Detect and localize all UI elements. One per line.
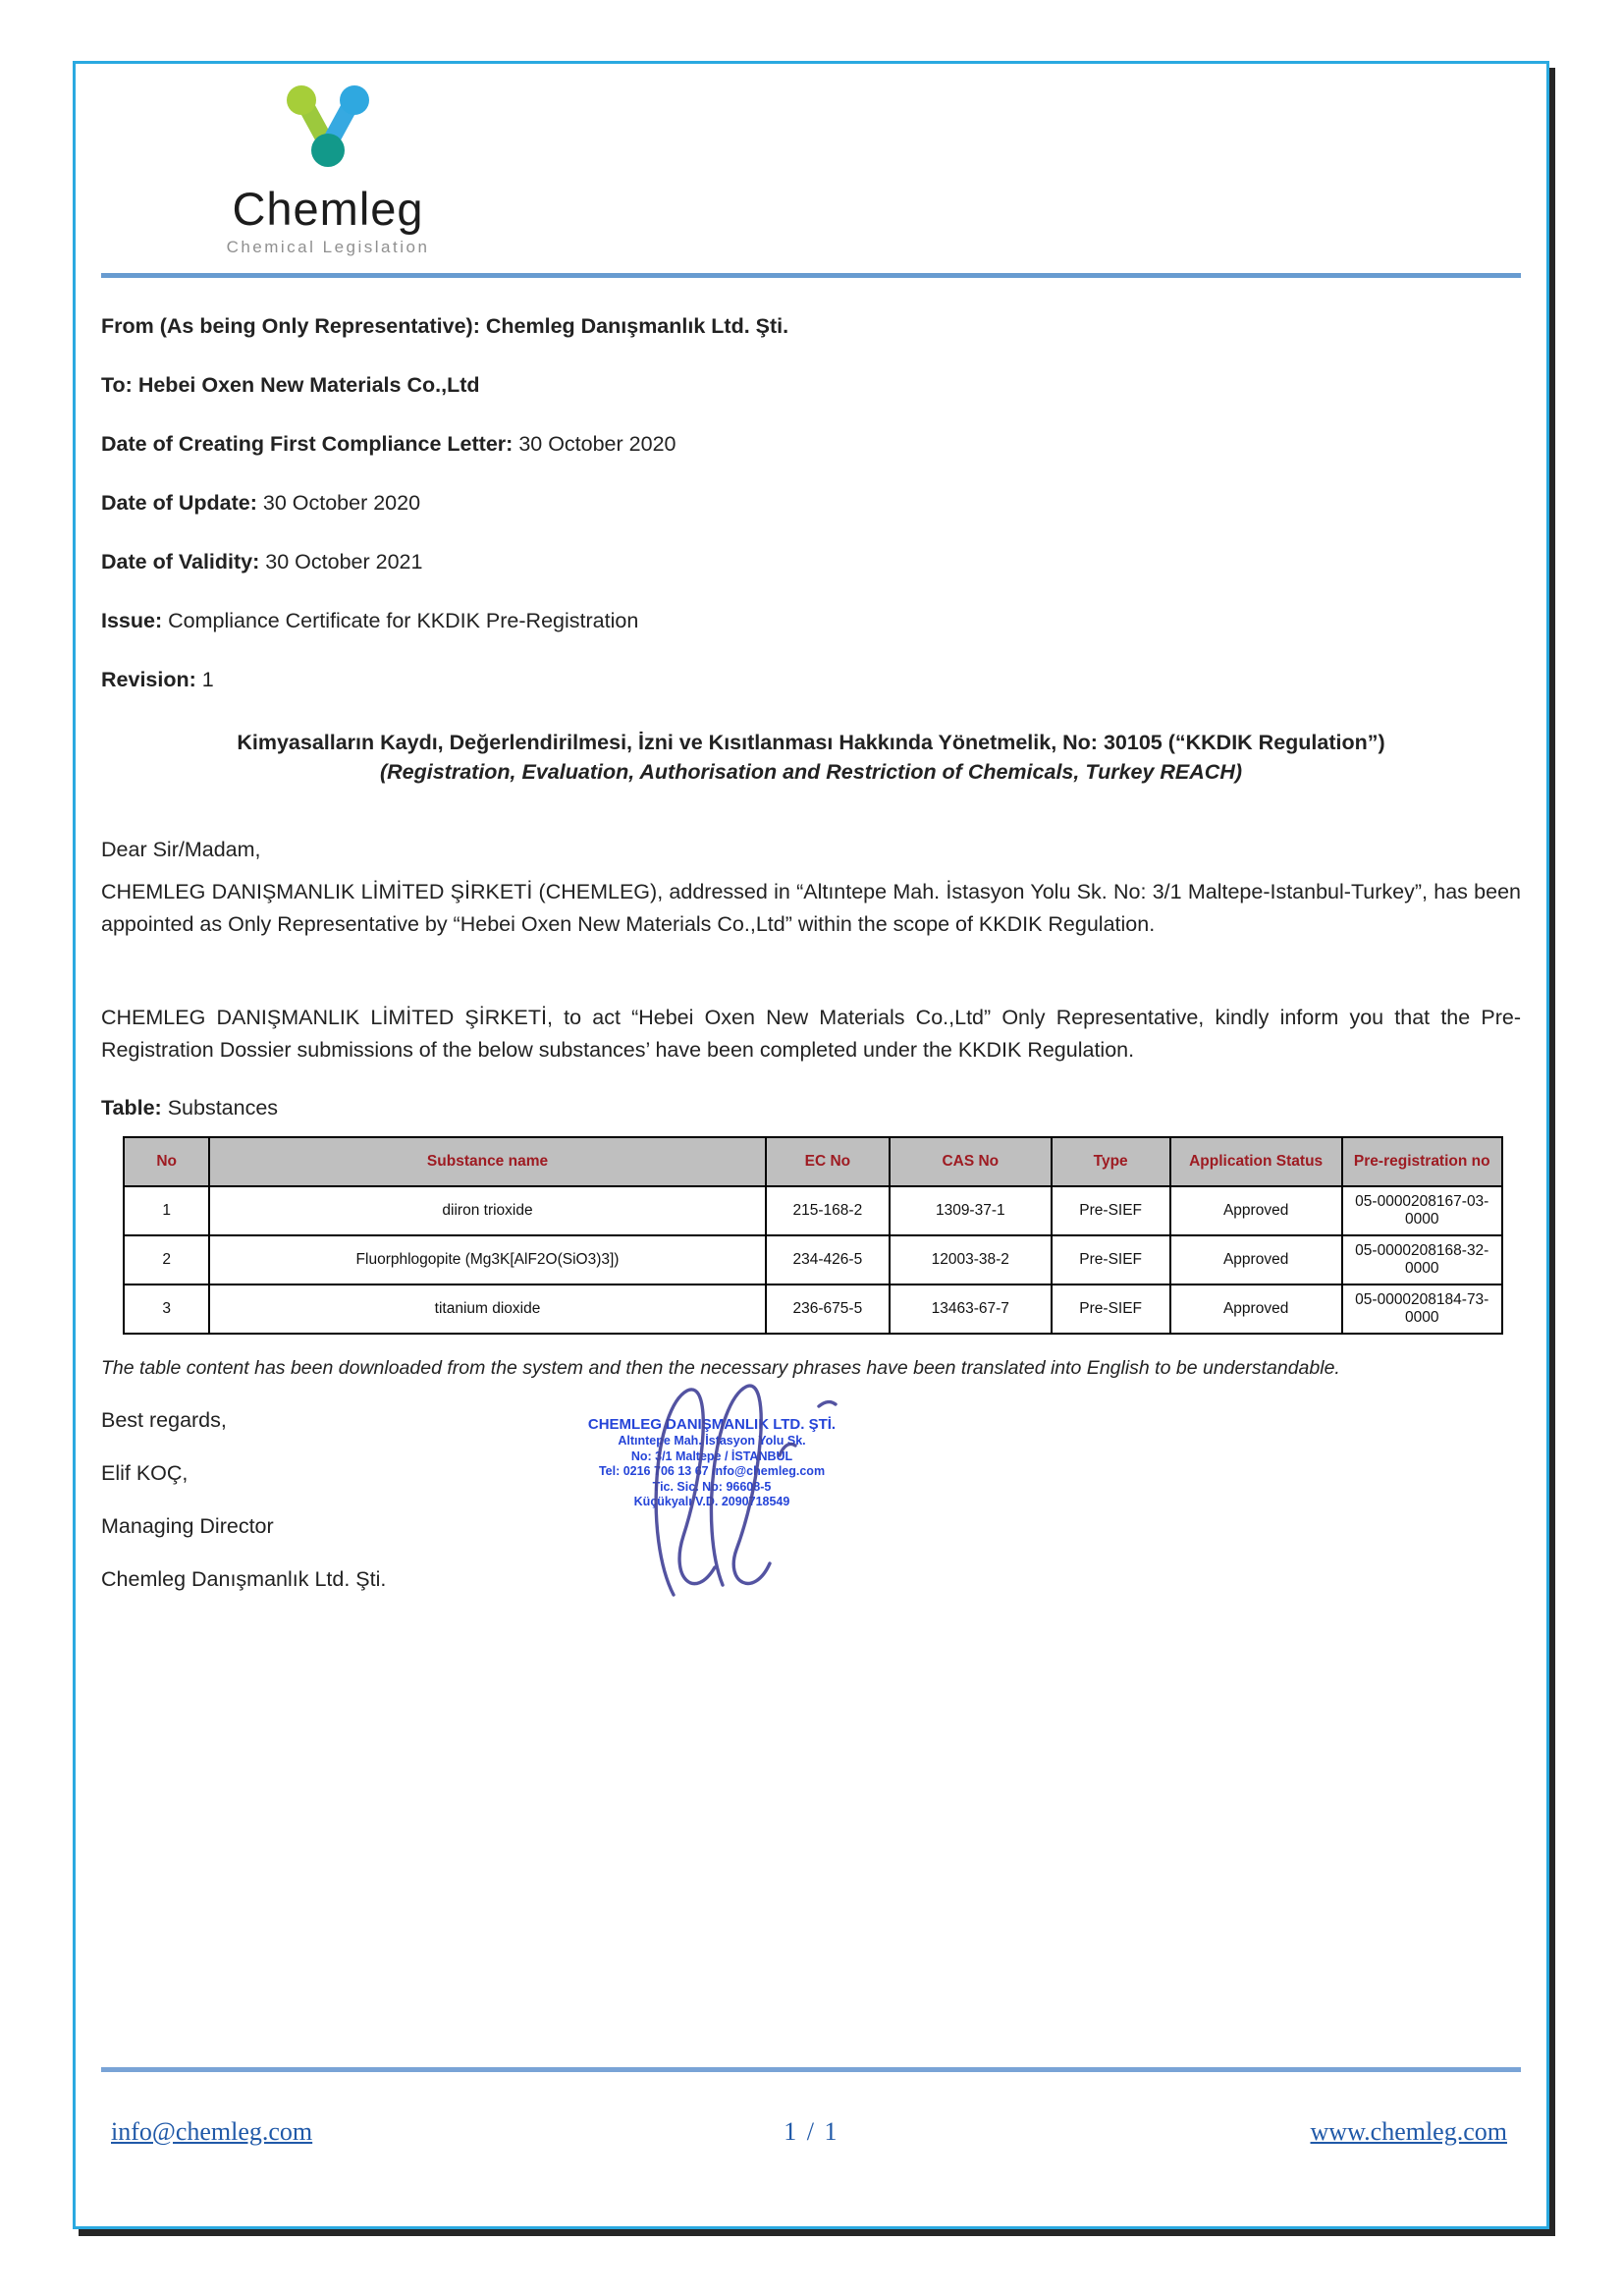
stamp-line: Tic. Sic. No: 96608-5 <box>652 1479 772 1494</box>
stamp-line: Tel: 0216 706 13 67 info@chemleg.com <box>598 1464 826 1478</box>
brand-tagline: Chemical Legislation <box>226 238 430 256</box>
stamp-line: No: 3/1 Maltepe / İSTANBUL <box>630 1449 793 1463</box>
molecule-logo-icon <box>266 83 390 184</box>
substances-table <box>123 1136 1503 1335</box>
salutation: Dear Sir/Madam, <box>101 838 261 861</box>
meta-date-validity: Date of Validity: 30 October 2021 <box>101 550 423 574</box>
stamp-line: CHEMLEG DANIŞMANLIK LTD. ŞTİ. <box>587 1416 837 1433</box>
table-header-row <box>124 1137 1502 1186</box>
company-logo <box>166 83 490 257</box>
meta-date-created: Date of Creating First Compliance Letter: 30 October 2020 <box>101 432 676 456</box>
closing-name: Elif KOÇ, <box>101 1461 189 1485</box>
closing-role: Managing Director <box>101 1514 274 1538</box>
footer-email-link[interactable]: info@chemleg.com <box>111 2117 313 2146</box>
letter-page <box>73 61 1549 2229</box>
meta-revision: Revision: 1 <box>101 668 214 691</box>
closing-regards: Best regards, <box>101 1408 227 1432</box>
table-row: 1 diiron trioxide 215-168-2 1309-37-1 Pre-SIEF Approved 05-0000208167-03-0000 <box>124 1186 1502 1235</box>
meta-to: To: Hebei Oxen New Materials Co.,Ltd <box>101 373 480 397</box>
stamp-line: Altıntepe Mah. İstasyon Yolu Sk. <box>618 1434 806 1448</box>
paragraph-submission: CHEMLEG DANIŞMANLIK LİMİTED ŞİRKETİ, to act “Hebei Oxen New Materials Co.,Ltd” Only Representative, kindly inform you that the Pre-Registration Dossier submissions of the below substances’ have been completed under the KKDIK Regulation. <box>101 1006 1521 1062</box>
footer-website-link[interactable]: www.chemleg.com <box>1310 2117 1507 2146</box>
meta-date-update: Date of Update: 30 October 2020 <box>101 491 421 515</box>
stamp-line: Küçükyalı V.D. 2090718549 <box>633 1495 790 1508</box>
column-header-ec: EC No <box>766 1137 890 1186</box>
table-caption: Table: Substances <box>101 1096 279 1120</box>
page-number: 1 / 1 <box>784 2117 839 2146</box>
column-header-status: Application Status <box>1170 1137 1342 1186</box>
meta-from: From (As being Only Representative): Chemleg Danışmanlık Ltd. Şti. <box>101 314 789 338</box>
meta-issue: Issue: Compliance Certificate for KKDIK Pre-Registration <box>101 609 639 632</box>
closing-block <box>101 1408 1521 1664</box>
paragraph-appointment: CHEMLEG DANIŞMANLIK LİMİTED ŞİRKETİ (CHEMLEG), addressed in “Altıntepe Mah. İstasyon Yolu Sk. No: 3/1 Maltepe-Istanbul-Turkey”, has been appointed as Only Representative by “Hebei Oxen New Materials Co.,Ltd” within the scope of KKDIK Regulation. <box>101 880 1521 936</box>
letter-meta <box>101 315 1521 691</box>
table-translation-note: The table content has been downloaded from the system and then the necessary phrases have been translated into English to be understandable. <box>101 1357 1340 1379</box>
table-row: 3 titanium dioxide 236-675-5 13463-67-7 Pre-SIEF Approved 05-0000208184-73-0000 <box>124 1285 1502 1334</box>
brand-name: Chemleg <box>232 183 424 235</box>
column-header-no: No <box>124 1137 209 1186</box>
header-divider <box>101 273 1521 278</box>
column-header-cas: CAS No <box>890 1137 1051 1186</box>
regulation-subtitle: (Registration, Evaluation, Authorisation and Restriction of Chemicals, Turkey REACH) <box>379 760 1243 784</box>
handwritten-signature <box>597 1361 872 1616</box>
column-header-type: Type <box>1052 1137 1170 1186</box>
column-header-prereg: Pre-registration no <box>1342 1137 1502 1186</box>
footer-divider <box>101 2067 1521 2072</box>
column-header-substance: Substance name <box>209 1137 765 1186</box>
closing-company: Chemleg Danışmanlık Ltd. Şti. <box>101 1567 387 1591</box>
page-footer <box>101 2051 1521 2226</box>
regulation-title <box>101 728 1521 787</box>
regulation-title-line: Kimyasalların Kaydı, Değerlendirilmesi, İzni ve Kısıtlanması Hakkında Yönetmelik, No: 30105 (“KKDIK Regulation”) <box>237 731 1385 754</box>
table-row: 2 Fluorphlogopite (Mg3K[AlF2O(SiO3)3]) 234-426-5 12003-38-2 Pre-SIEF Approved 05-0000208168-32-0000 <box>124 1235 1502 1285</box>
